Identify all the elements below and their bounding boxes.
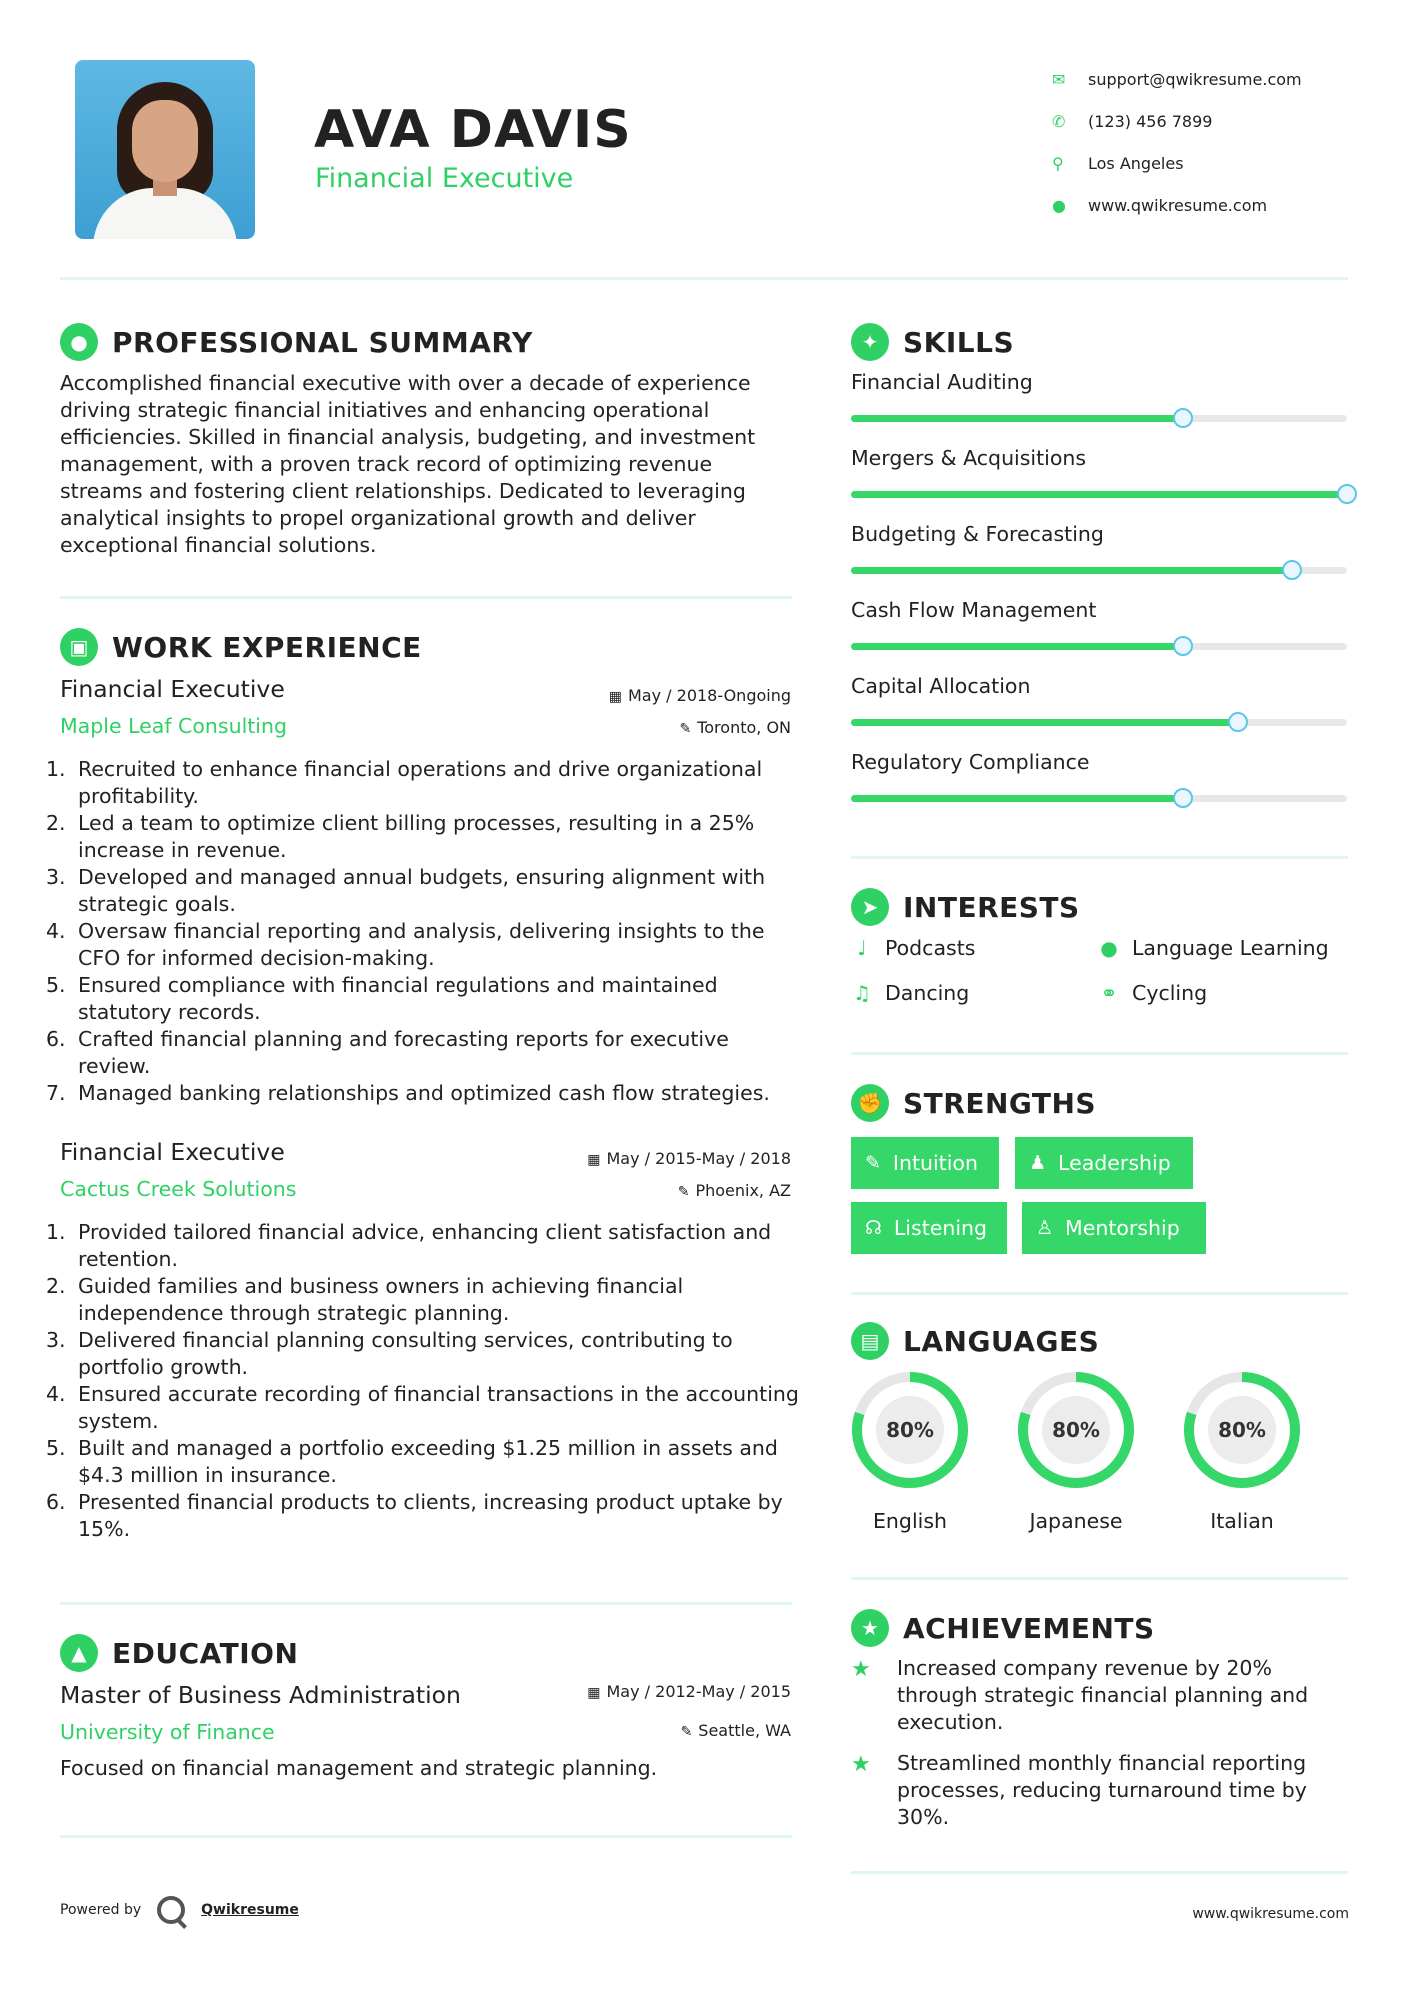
skill-bar-fill [851,719,1238,726]
education-date: ▦ May / 2012-May / 2015 [587,1682,791,1701]
language-name: Japanese [1029,1509,1123,1533]
language-icon: ▤ [851,1322,889,1360]
school-name: University of Finance [60,1720,275,1744]
job-title: Financial Executive [60,675,285,703]
job-location: ✎ Phoenix, AZ [677,1181,791,1200]
powered-by-label: Powered by [60,1902,142,1918]
skill-bar [851,795,1347,802]
list-item: 7. Managed banking relationships and optimized cash flow strategies. [46,1081,770,1105]
language-name: Italian [1210,1509,1274,1533]
languages-heading: ▤ LANGUAGES [851,1322,1099,1360]
star-icon: ★ [851,1752,871,1777]
user-plus-icon: ♙ [1036,1217,1054,1239]
skill-level-knob [1337,484,1357,504]
skill-bar [851,719,1347,726]
language-item [1015,1369,1137,1533]
strength-badge: ✎ Intuition [851,1137,999,1189]
list-item: 3. Delivered financial planning consulting services, contributing to portfolio growth. [46,1328,733,1379]
list-item: 1. Provided tailored financial advice, enhancing client satisfaction and retention. [46,1220,772,1271]
lightbulb-icon: ✦ [851,323,889,361]
job-company: Cactus Creek Solutions [60,1177,297,1201]
skills-heading: ✦ SKILLS [851,323,1014,361]
footer-powered-by [60,1896,299,1924]
contact-phone[interactable] [1050,100,1302,142]
list-item: 5. Built and managed a portfolio exceeding $1.25 million in assets and $4.3 million in insurance. [46,1436,778,1487]
language-percent: 80% [886,1418,934,1442]
section-divider [851,856,1348,859]
strengths-heading: ✊ STRENGTHS [851,1084,1096,1122]
skill-bar [851,491,1347,498]
globe-icon: ● [1100,936,1118,960]
list-item: 4. Oversaw financial reporting and analysis, delivering insights to the CFO for informed decision-making. [46,919,765,970]
profile-photo [75,60,255,239]
list-item: 6. Presented financial products to clients, increasing product uptake by 15%. [46,1490,783,1541]
section-divider [851,1052,1348,1055]
language-name: English [872,1509,948,1533]
skill-bar-fill [851,491,1347,498]
interest-item: ● Language Learning [1098,936,1329,960]
globe-icon: ● [1052,195,1066,215]
achievement-item: ★ Streamlined monthly financial reporting processes, reducing turnaround time by 30%. [851,1751,1307,1829]
skill-label: Budgeting & Forecasting [851,522,1104,546]
interest-item: ⚭ Cycling [1098,981,1207,1005]
footer-url[interactable]: www.qwikresume.com [1192,1906,1349,1922]
skill-bar [851,643,1347,650]
list-item: 3. Developed and managed annual budgets, ensuring alignment with strategic goals. [46,865,766,916]
language-percent: 80% [1218,1418,1266,1442]
section-divider [851,1292,1348,1295]
summary-text: Accomplished financial executive with over a decade of experience driving strategic financial initiatives and enhancing operational efficiencies. Skilled in financial analysis, budgeting, and investment management, with a proven track record of optimizing revenue streams and fostering client relationships. Dedicated to leveraging analytical insights to propel organizational growth and deliver exceptional financial solutions. [60,371,756,557]
pin-icon: ✎ [680,1724,693,1740]
user-icon: ● [60,323,98,361]
achievement-item: ★ Increased company revenue by 20% through strategic financial planning and execution. [851,1656,1309,1734]
strength-badge: ♙ Mentorship [1022,1202,1206,1254]
briefcase-icon: ▣ [60,628,98,666]
list-item: 6. Crafted financial planning and forecasting reports for executive review. [46,1027,729,1078]
skill-bar-fill [851,415,1183,422]
language-item [1181,1369,1303,1533]
list-item: 4. Ensured accurate recording of financial transactions in the accounting system. [46,1382,799,1433]
list-item: 5. Ensured compliance with financial regulations and maintained statutory records. [46,973,718,1024]
graduation-cap-icon: ▲ [60,1634,98,1672]
skill-bar-fill [851,795,1183,802]
education-description: Focused on financial management and strategic planning. [60,1756,658,1780]
degree-title: Master of Business Administration [60,1681,461,1709]
list-item: 1. Recruited to enhance financial operations and drive organizational profitability. [46,757,763,808]
skill-bar [851,415,1347,422]
skill-level-knob [1173,408,1193,428]
job-bullets [46,1219,800,1543]
interest-item: ♩ Podcasts [851,936,975,960]
candidate-name: AVA DAVIS [314,100,632,160]
language-ring [1015,1369,1137,1491]
section-divider [851,1871,1348,1874]
section-divider [60,1602,792,1605]
calendar-icon: ▦ [587,1152,601,1168]
strength-badge: ♟ Leadership [1015,1137,1193,1189]
skill-level-knob [1173,636,1193,656]
job-company: Maple Leaf Consulting [60,714,288,738]
magic-wand-icon: ✎ [865,1152,881,1174]
job-location: ✎ Toronto, ON [679,718,791,737]
interest-item: ♫ Dancing [851,981,969,1005]
strength-badge: ☊ Listening [851,1202,1007,1254]
education-heading: ▲ EDUCATION [60,1634,298,1672]
qwikresume-logo-icon [157,1896,185,1924]
bicycle-icon: ⚭ [1100,981,1118,1005]
music-icon: ♫ [853,981,871,1005]
list-item: 2. Led a team to optimize client billing processes, resulting in a 25% increase in revenue. [46,811,755,862]
contact-list [1050,58,1302,226]
fist-icon: ✊ [851,1084,889,1122]
pin-icon: ✎ [677,1184,690,1200]
language-ring [849,1369,971,1491]
skill-bar-fill [851,567,1292,574]
microphone-icon: ♩ [857,936,867,960]
skill-label: Mergers & Acquisitions [851,446,1087,470]
header-divider [60,277,1348,280]
skill-label: Cash Flow Management [851,598,1097,622]
calendar-icon: ▦ [608,689,622,705]
candidate-title: Financial Executive [315,163,574,194]
skill-bar-fill [851,643,1183,650]
star-icon: ★ [851,1609,889,1647]
section-divider [851,1577,1348,1580]
contact-location-text: Los Angeles [1088,153,1184,173]
skill-label: Financial Auditing [851,370,1033,394]
users-icon: ♟ [1029,1152,1047,1174]
section-divider [60,596,792,599]
job-bullets [46,756,800,1107]
job-title: Financial Executive [60,1138,285,1166]
map-pin-icon: ⚲ [1052,153,1064,173]
pin-icon: ✎ [679,721,692,737]
education-location: ✎ Seattle, WA [680,1721,791,1740]
envelope-icon: ✉ [1052,69,1066,89]
star-icon: ★ [851,1657,871,1682]
contact-email[interactable] [1050,58,1302,100]
experience-heading: ▣ WORK EXPERIENCE [60,628,422,666]
skill-bar [851,567,1347,574]
contact-location [1050,142,1302,184]
job-date: ▦ May / 2015-May / 2018 [587,1149,791,1168]
section-divider [60,1835,792,1838]
contact-phone-text: (123) 456 7899 [1088,111,1213,131]
headphones-icon: ☊ [865,1217,882,1239]
skill-level-knob [1228,712,1248,732]
contact-website-text: www.qwikresume.com [1088,195,1268,215]
paper-plane-icon: ➤ [851,888,889,926]
achievements-heading: ★ ACHIEVEMENTS [851,1609,1155,1647]
skill-level-knob [1173,788,1193,808]
interests-heading: ➤ INTERESTS [851,888,1080,926]
skill-label: Capital Allocation [851,674,1031,698]
language-percent: 80% [1052,1418,1100,1442]
skill-label: Regulatory Compliance [851,750,1090,774]
job-date: ▦ May / 2018-Ongoing [608,686,791,705]
phone-icon: ✆ [1052,111,1066,131]
qwikresume-link[interactable]: Qwikresume [201,1902,299,1918]
summary-heading: ● PROFESSIONAL SUMMARY [60,323,533,361]
contact-website[interactable] [1050,184,1302,226]
list-item: 2. Guided families and business owners in achieving financial independence through strategic planning. [46,1274,684,1325]
language-item [849,1369,971,1533]
language-ring [1181,1369,1303,1491]
skill-level-knob [1282,560,1302,580]
contact-email-text: support@qwikresume.com [1088,69,1302,89]
calendar-icon: ▦ [587,1685,601,1701]
